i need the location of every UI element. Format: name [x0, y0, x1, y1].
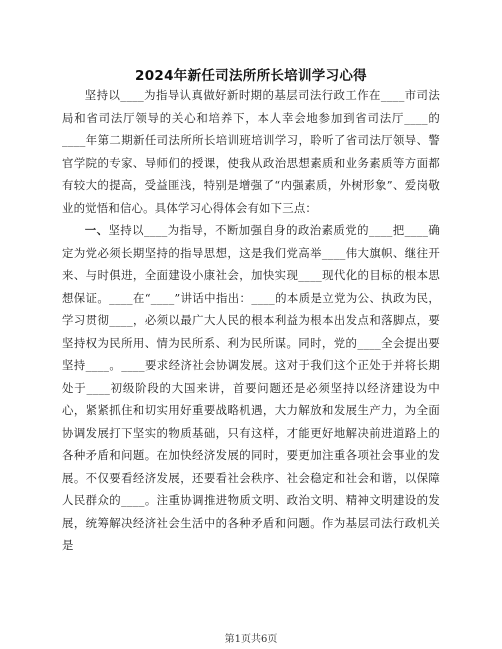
document-body — [62, 84, 440, 557]
section-number: 一、 — [84, 223, 109, 237]
paragraph-intro: 坚持以____为指导认真做好新时期的基层司法行政工作在____市司法局和省司法厅领导的关心和培养下，本人幸会地参加到省司法厅____的____年第二期新任司法所所长培训班培训学习，聆听了省司法厅领导、警官学院的专家、导师们的授课，使我从政治思想素质和业务素质等方面都有较大的提高，受益匪浅，特别是增强了“内强素质，外树形象”、爱岗敬业的觉悟和信心。具体学习心得体会有如下三点： — [62, 88, 440, 215]
section-one-text: 坚持以____为指导，不断加强自身的政治素质党的____把____确定为党必须长期坚持的指导思想，这是我们党高举____伟大旗帜、继往开来、与时俱进，全面建设小康社会，加快实现____现代化的目标的根本思想保证。____在“____”讲话中指出：____的本质是立党为公、执政为民，学习贯彻____，必须以最广大人民的根本利益为根本出发点和落脚点，要坚持权为民所用、情为民所系、利为民所谋。同时，党的____全会提出要坚持____。____要求经济社会协调发展。这对于我们这个正处于并将长期处于____初级阶段的大国来讲，首要问题还是必须坚持以经济建设为中心，紧紧抓住和切实用好重要战略机遇，大力解放和发展生产力，为全面协调发展打下坚实的物质基础，只有这样，才能更好地解决前进道路上的各种矛盾和问题。在加快经济发展的同时，要更加注重各项社会事业的发展。不仅要看经济发展，还要看社会秩序、社会稳定和社会和谐，以保障人民群众的____。注重协调推进物质文明、政治文明、精神文明建设的发展，统筹解决经济社会生活中的各种矛盾和问题。作为基层司法行政机关是 — [62, 223, 440, 552]
document-title: 2024年新任司法所所长培训学习心得 — [135, 68, 367, 84]
paragraph-section-one — [62, 219, 440, 557]
page-number-footer: 第1页共6页 — [224, 634, 278, 645]
